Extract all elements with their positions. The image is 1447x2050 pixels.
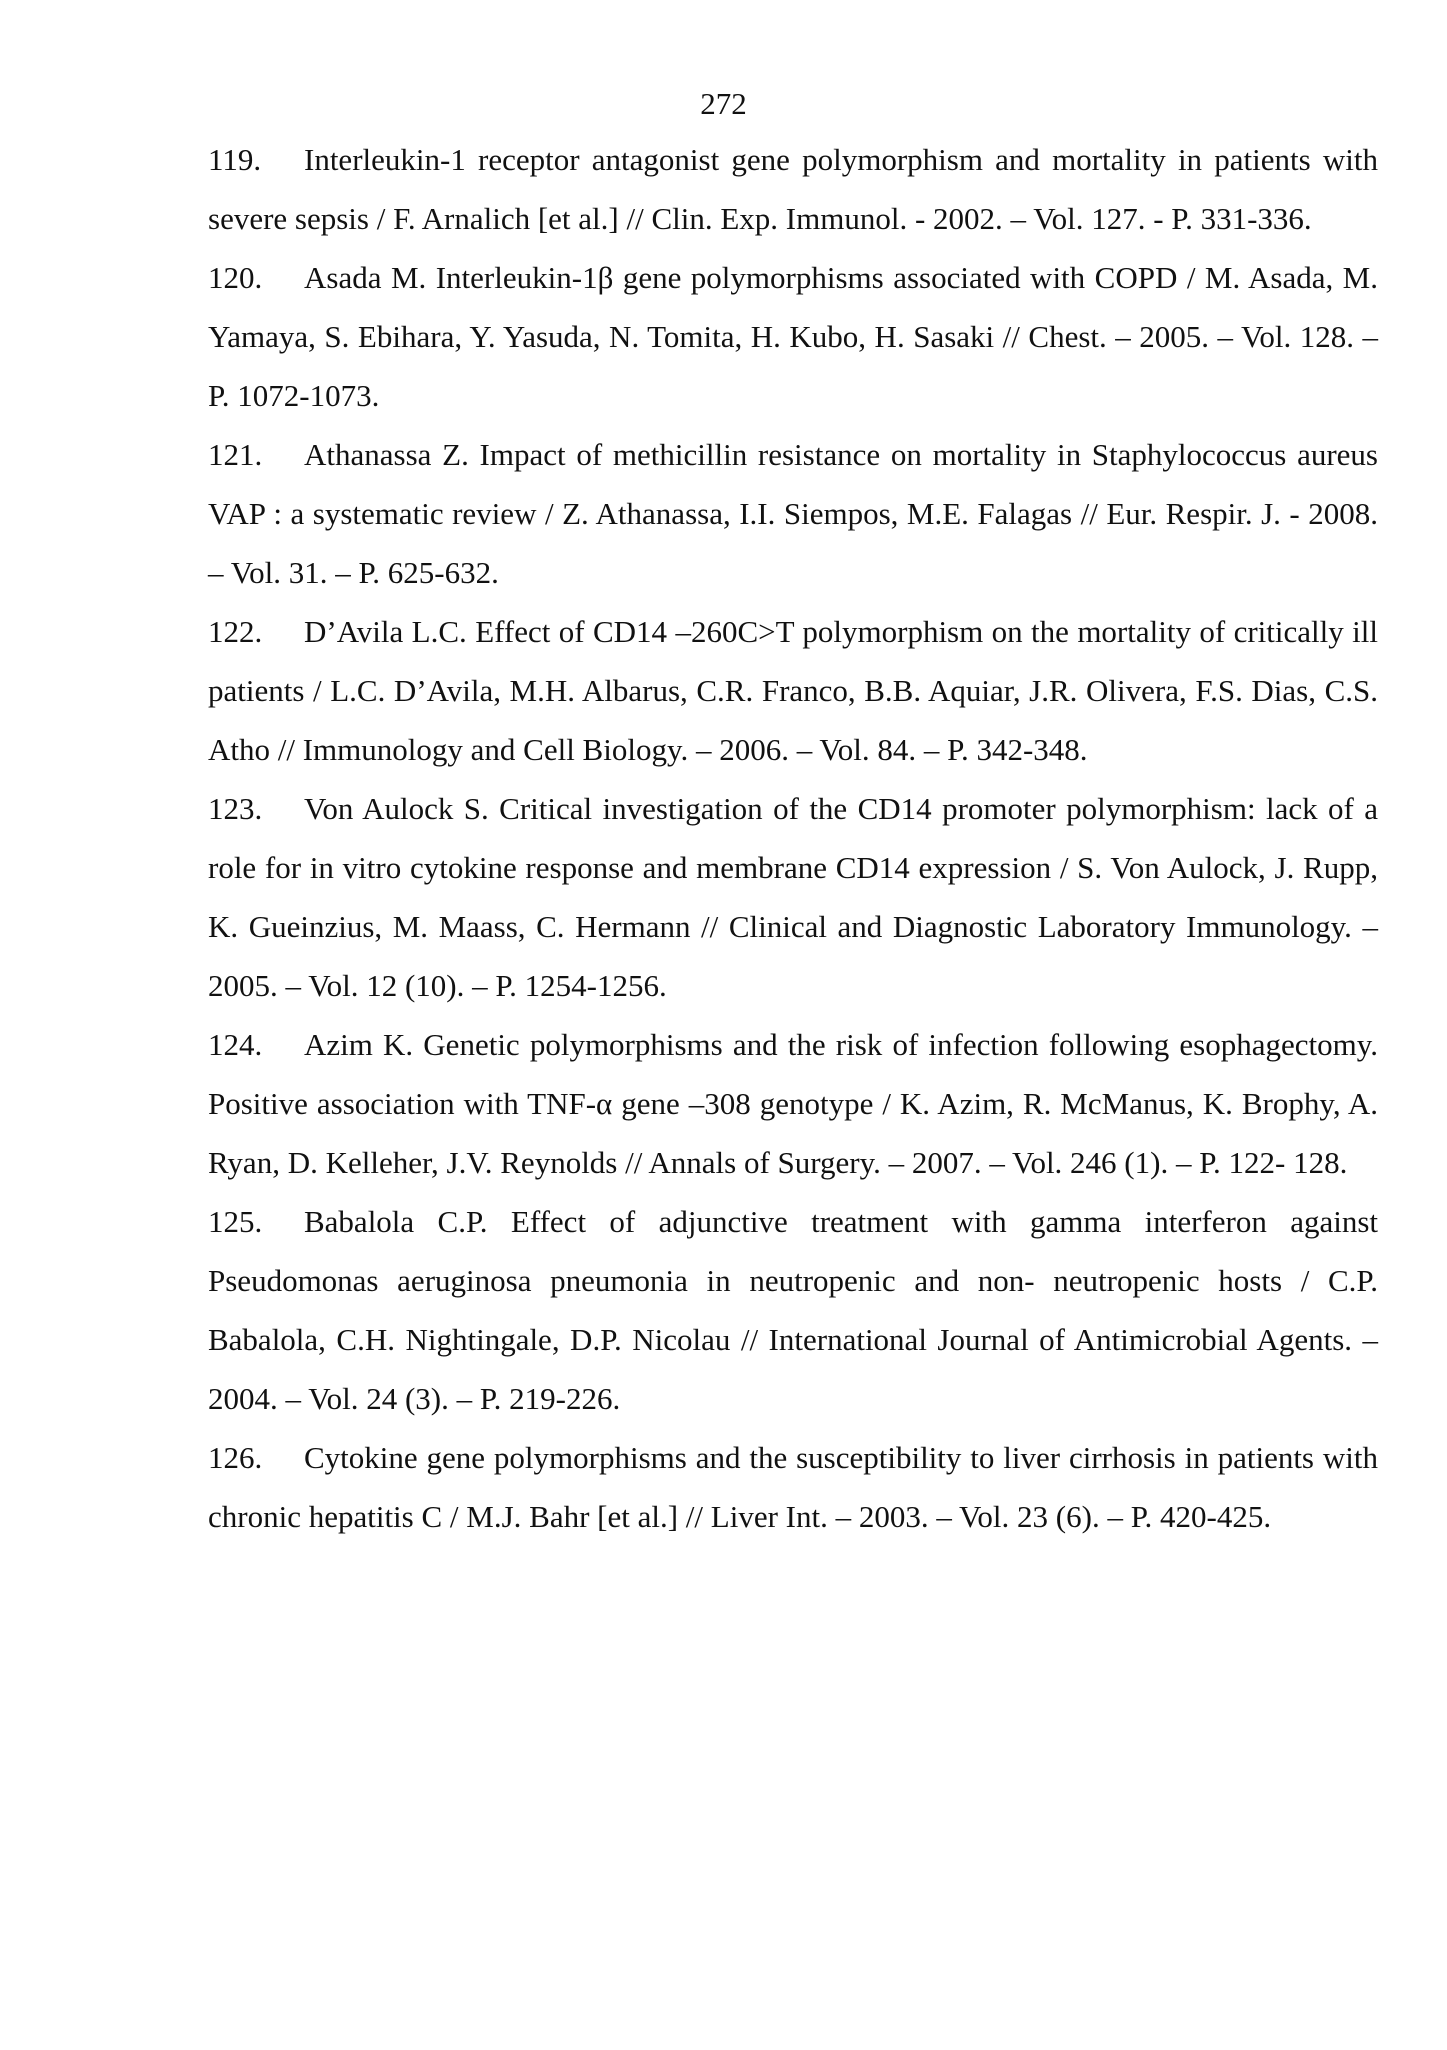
reference-item — [208, 248, 1378, 425]
reference-number: 123. — [208, 791, 263, 826]
reference-number: 120. — [208, 260, 263, 295]
reference-number: 119. — [208, 142, 262, 177]
reference-text: Cytokine gene polymorphisms and the susceptibility to liver cirrhosis in patients with chronic hepatitis C / M.J. Bahr [et al.] // Liver Int. – 2003. – Vol. 23 (6). – P. 420-425. — [208, 1440, 1378, 1534]
reference-text: Asada M. Interleukin-1β gene polymorphisms associated with COPD / M. Asada, M. Yamaya, S. Ebihara, Y. Yasuda, N. Tomita, H. Kubo, H. Sasaki // Chest. – 2005. – Vol. 128. – P. 1072-1073. — [208, 260, 1378, 413]
reference-item — [208, 602, 1378, 779]
reference-number: 121. — [208, 437, 263, 472]
page-number: 272 — [700, 86, 747, 121]
reference-item — [208, 1428, 1378, 1546]
reference-list — [208, 130, 1378, 1546]
reference-text: D’Avila L.C. Effect of CD14 –260C>T polymorphism on the mortality of critically ill patients / L.C. D’Avila, M.H. Albarus, C.R. Franco, B.B. Aquiar, J.R. Olivera, F.S. Dias, C.S. Atho // Immunology and Cell Biology. – 2006. – Vol. 84. – P. 342-348. — [208, 614, 1378, 767]
reference-number: 124. — [208, 1027, 263, 1062]
reference-text: Interleukin-1 receptor antagonist gene polymorphism and mortality in patients with severe sepsis / F. Arnalich [et al.] // Clin. Exp. Immunol. - 2002. – Vol. 127. - P. 331-336. — [208, 142, 1378, 236]
reference-number: 122. — [208, 614, 263, 649]
reference-item — [208, 1015, 1378, 1192]
reference-item — [208, 779, 1378, 1015]
reference-text: Athanassa Z. Impact of methicillin resistance on mortality in Staphylococcus aureus VAP : a systematic review / Z. Athanassa, I.I. Siempos, M.E. Falagas // Eur. Respir. J. - 2008. – Vol. 31. – P. 625-632. — [208, 437, 1378, 590]
reference-item — [208, 425, 1378, 602]
reference-number: 126. — [208, 1440, 263, 1475]
reference-text: Babalola C.P. Effect of adjunctive treatment with gamma interferon against Pseudomonas aeruginosa pneumonia in neutropenic and non- neutropenic hosts / C.P. Babalola, C.H. Nightingale, D.P. Nicolau // International Journal of Antimicrobial Agents. – 2004. – Vol. 24 (3). – P. 219-226. — [208, 1204, 1378, 1416]
reference-item — [208, 1192, 1378, 1428]
reference-number: 125. — [208, 1204, 263, 1239]
reference-text: Von Aulock S. Critical investigation of the CD14 promoter polymorphism: lack of a role for in vitro cytokine response and membrane CD14 expression / S. Von Aulock, J. Rupp, K. Gueinzius, M. Maass, C. Hermann // Clinical and Diagnostic Laboratory Immunology. – 2005. – Vol. 12 (10). – P. 1254-1256. — [208, 791, 1378, 1003]
reference-text: Azim K. Genetic polymorphisms and the risk of infection following esophagectomy. Positive association with TNF-α gene –308 genotype / K. Azim, R. McManus, K. Brophy, A. Ryan, D. Kelleher, J.V. Reynolds // Annals of Surgery. – 2007. – Vol. 246 (1). – P. 122- 128. — [208, 1027, 1378, 1180]
reference-item — [208, 130, 1378, 248]
